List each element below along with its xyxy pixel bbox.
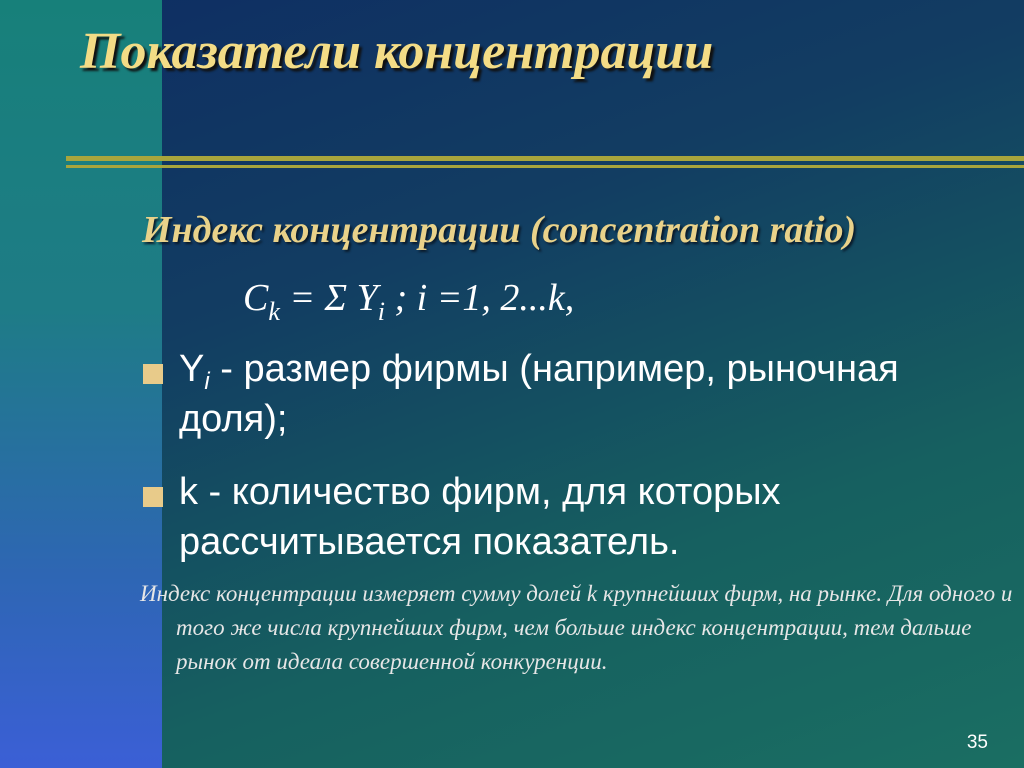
bullet-square-icon [143, 364, 163, 384]
left-accent-bar [0, 0, 162, 768]
bullet-text: k - количество фирм, для которых рассчитывается показатель. [179, 471, 781, 563]
formula-c: C [243, 277, 269, 319]
page-number: 35 [966, 732, 988, 753]
bullet-prefix-subscript: i [204, 368, 210, 395]
bullet-item [143, 344, 1003, 444]
bullet-prefix: Y [179, 348, 205, 390]
formula-sum: = Σ Y [279, 277, 378, 319]
formula-c-subscript: k [268, 297, 280, 326]
formula-range: ; i =1, 2...k, [385, 277, 575, 319]
formula-y-subscript: i [377, 297, 385, 326]
bullet-item [143, 467, 1003, 567]
slide-subtitle: Индекс концентрации (concentration ratio) [142, 209, 857, 251]
title-divider-bottom [66, 165, 1024, 168]
bullet-square-icon [143, 487, 163, 507]
explanatory-note: Индекс концентрации измеряет сумму долей k крупнейших фирм, на рынке. Для одного и того же числа крупнейших фирм, чем больше индекс концентрации, тем дальше рынок от идеала совершенной конкуренции. [140, 581, 1013, 674]
bullet-text [179, 344, 1003, 444]
title-divider-top [66, 156, 1024, 161]
bullet-body: - размер фирмы (например, рыночная доля); [179, 348, 899, 440]
concentration-formula [243, 276, 574, 327]
slide-title: Показатели концентрации [80, 23, 714, 80]
